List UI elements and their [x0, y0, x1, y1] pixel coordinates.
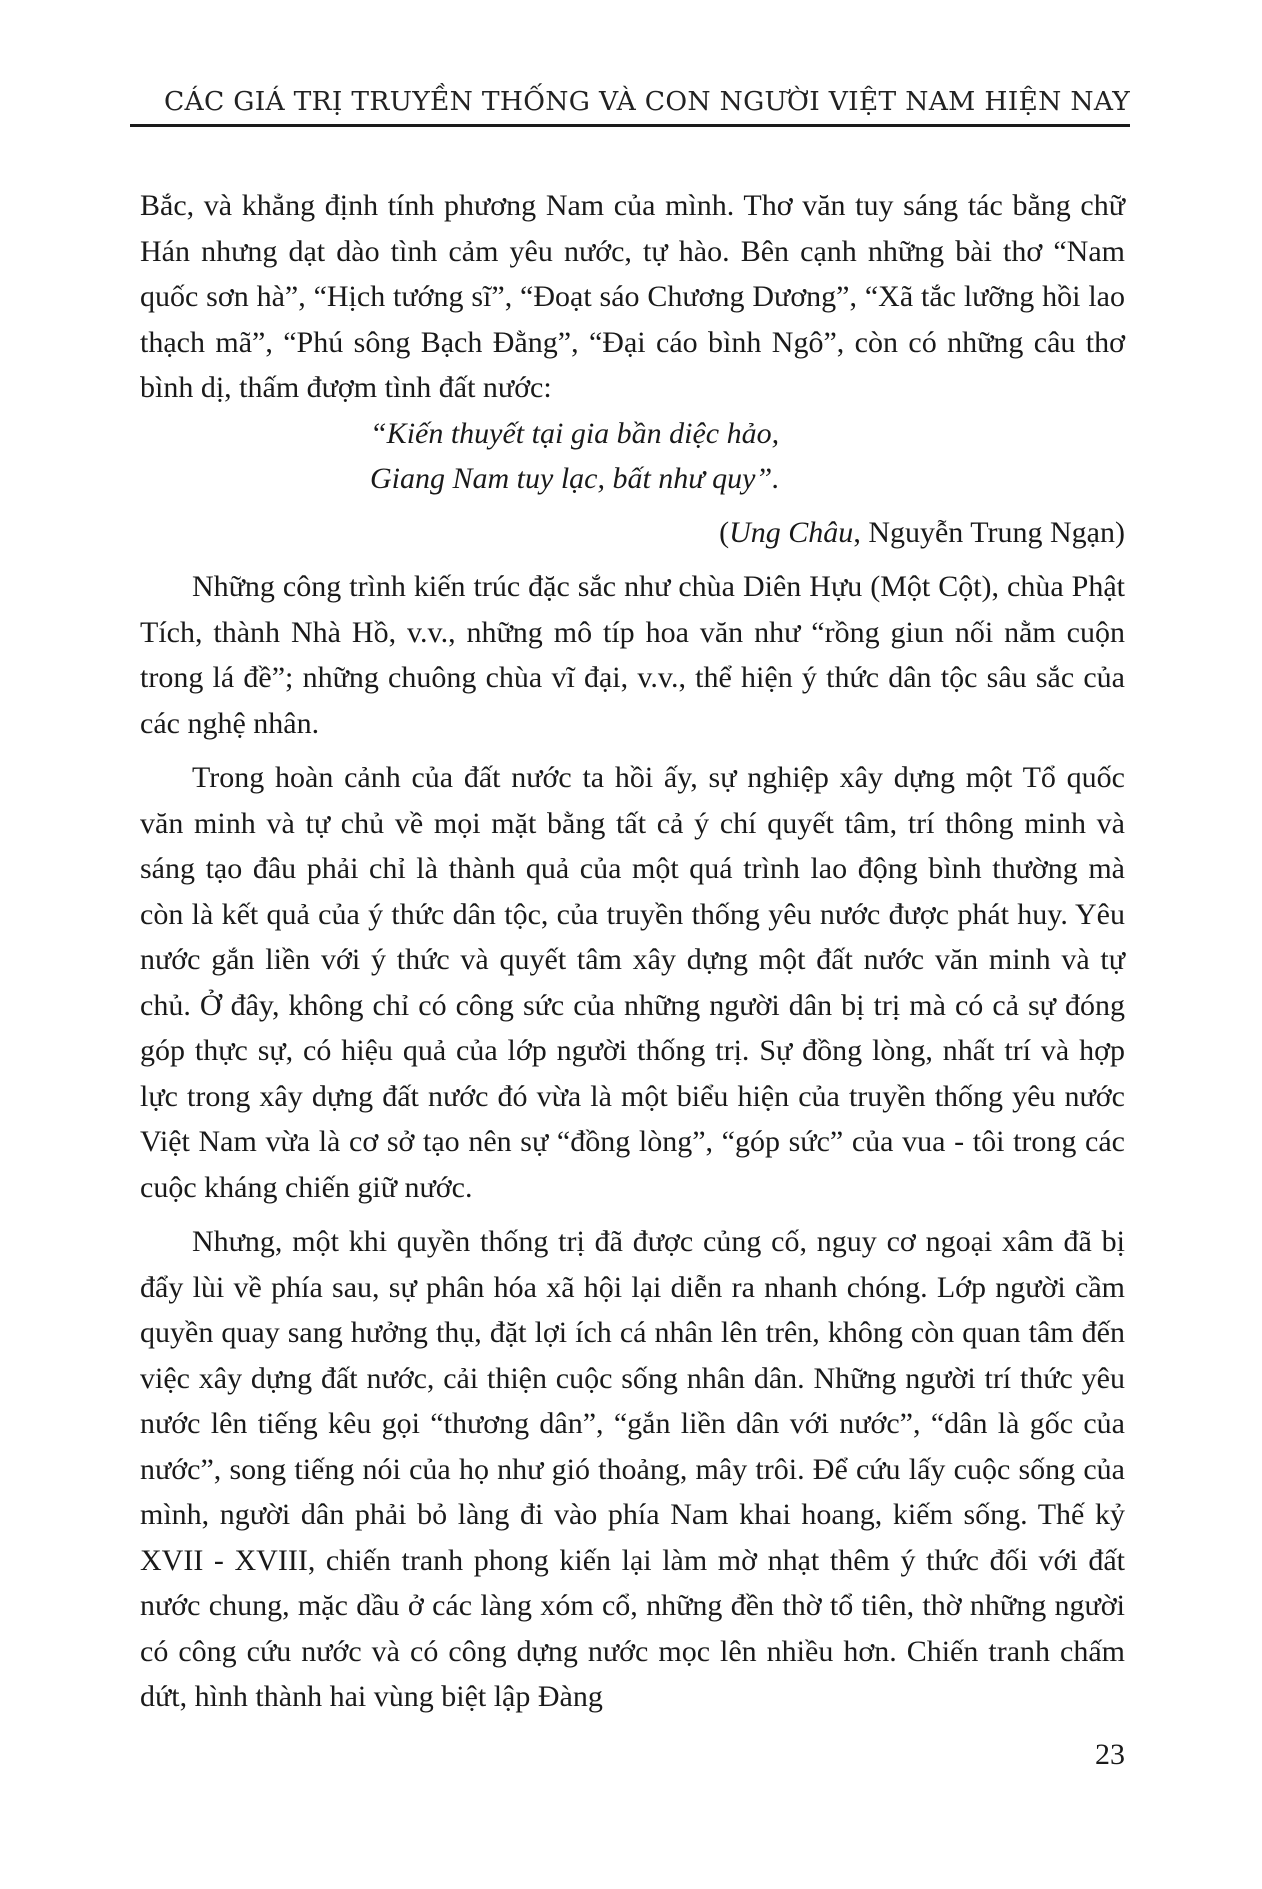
attribution-work-title: Ung Châu [729, 515, 854, 549]
attribution-close-paren: ) [1115, 515, 1125, 549]
verse-block [140, 411, 1125, 502]
paragraph-architecture: Những công trình kiến trúc đặc sắc như chùa Diên Hựu (Một Cột), chùa Phật Tích, thành Nhà Hồ, v.v., những mô típ hoa văn như “rồng giun nối nằm cuộn trong lá đề”; những chuông chùa vĩ đại, v.v., thể hiện ý thức dân tộc sâu sắc của các nghệ nhân. [140, 570, 1125, 740]
running-header: CÁC GIÁ TRỊ TRUYỀN THỐNG VÀ CON NGƯỜI VIỆT NAM HIỆN NAY [163, 86, 1130, 117]
attribution-open-paren: ( [719, 515, 730, 549]
paragraph-social-division: Nhưng, một khi quyền thống trị đã được củng cố, nguy cơ ngoại xâm đã bị đẩy lùi về phía sau, sự phân hóa xã hội lại diễn ra nhanh chóng. Lớp người cầm quyền quay sang hưởng thụ, đặt lợi ích cá nhân lên trên, không còn quan tâm đến việc xây dựng đất nước, cải thiện cuộc sống nhân dân. Những người trí thức yêu nước lên tiếng kêu gọi “thương dân”, “gắn liền dân với nước”, “dân là gốc của nước”, song tiếng nói của họ như gió thoảng, mây trôi. Để cứu lấy cuộc sống của mình, người dân phải bỏ làng đi vào phía Nam khai hoang, kiếm sống. Thế kỷ XVII - XVIII, chiến tranh phong kiến lại làm mờ nhạt thêm ý thức đối với đất nước chung, mặc dầu ở các làng xóm cổ, những đền thờ tổ tiên, thờ những người có công cứu nước và có công dựng nước mọc lên nhiều hơn. Chiến tranh chấm dứt, hình thành hai vùng biệt lập Đàng [140, 1225, 1125, 1713]
page-number: 23 [1095, 1738, 1125, 1771]
attribution-separator: , [853, 515, 869, 549]
page-body [140, 183, 1125, 1720]
verse-line-1: “Kiến thuyết tại gia bần diệc hảo, [370, 416, 780, 450]
intro-paragraph: Bắc, và khẳng định tính phương Nam của mình. Thơ văn tuy sáng tác bằng chữ Hán nhưng dạt dào tình cảm yêu nước, tự hào. Bên cạnh những bài thơ “Nam quốc sơn hà”, “Hịch tướng sĩ”, “Đoạt sáo Chương Dương”, “Xã tắc lưỡng hồi lao thạch mã”, “Phú sông Bạch Đằng”, “Đại cáo bình Ngô”, còn có những câu thơ bình dị, thấm đượm tình đất nước: [140, 189, 1125, 404]
attribution-author: Nguyễn Trung Ngạn [868, 515, 1115, 549]
header-rule [130, 124, 1130, 127]
verse-attribution [140, 510, 1125, 556]
paragraph-circumstances: Trong hoàn cảnh của đất nước ta hồi ấy, sự nghiệp xây dựng một Tổ quốc văn minh và tự chủ về mọi mặt bằng tất cả ý chí quyết tâm, trí thông minh và sáng tạo đâu phải chỉ là thành quả của một quá trình lao động bình thường mà còn là kết quả của ý thức dân tộc, của truyền thống yêu nước được phát huy. Yêu nước gắn liền với ý thức và quyết tâm xây dựng một đất nước văn minh và tự chủ. Ở đây, không chỉ có công sức của những người dân bị trị mà có cả sự đóng góp thực sự, có hiệu quả của lớp người thống trị. Sự đồng lòng, nhất trí và hợp lực trong xây dựng đất nước đó vừa là một biểu hiện của truyền thống yêu nước Việt Nam vừa là cơ sở tạo nên sự “đồng lòng”, “góp sức” của vua - tôi trong các cuộc kháng chiến giữ nước. [140, 761, 1125, 1204]
verse-line-2: Giang Nam tuy lạc, bất như quy”. [370, 462, 780, 495]
